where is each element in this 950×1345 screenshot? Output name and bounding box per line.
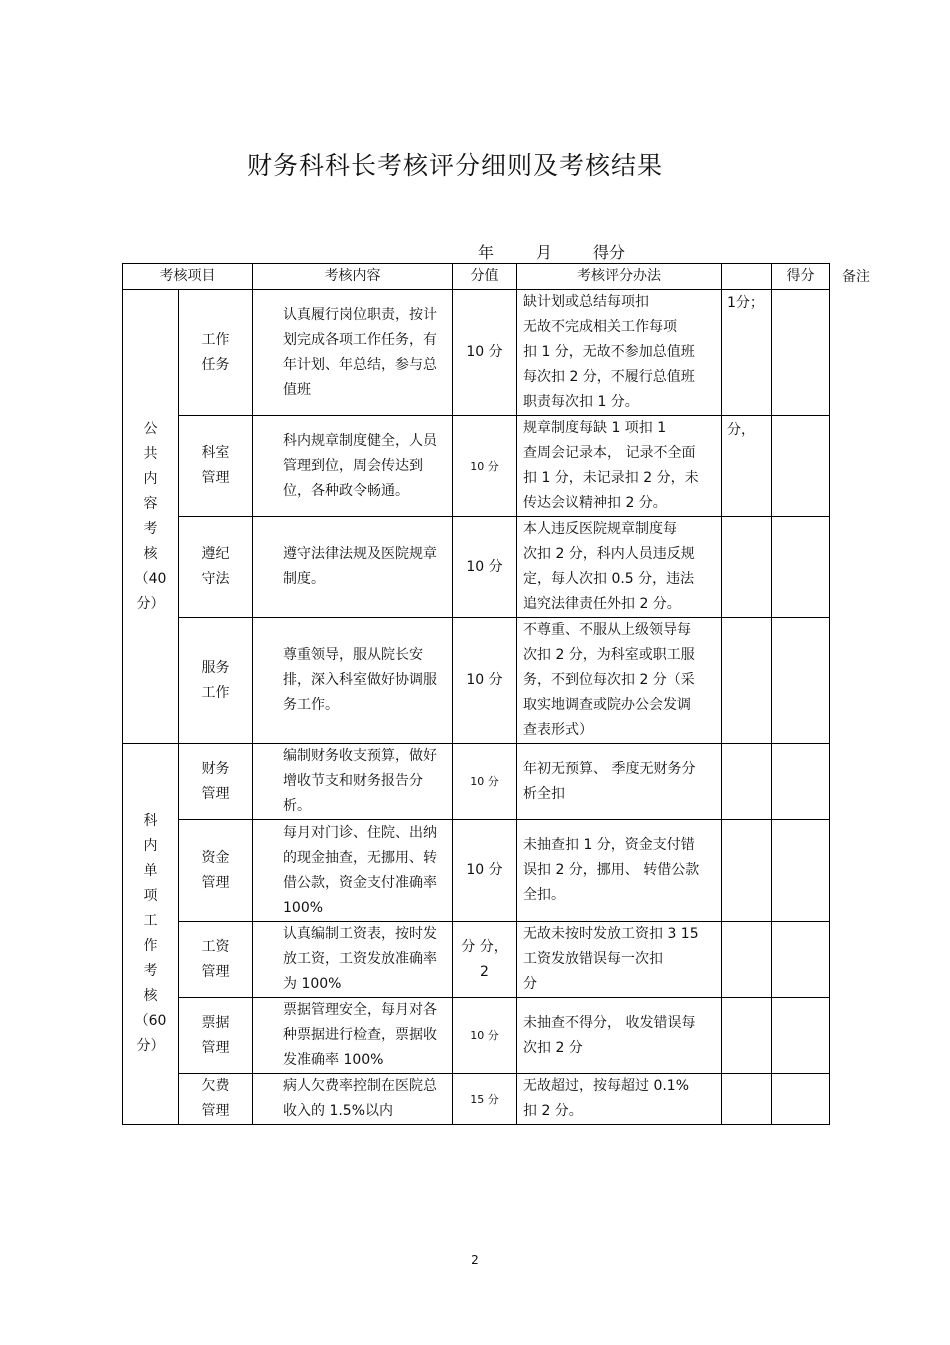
method-cell: 无故未按时发放工资扣 3 15 工资发放错误每一次扣 分 [517, 922, 722, 998]
content-cell: 每月对门诊、住院、出纳的现金抽查，无挪用、转借公款，资金支付准确率 100% [253, 820, 453, 922]
item-cell [179, 1074, 253, 1125]
header-item: 考核项目 [123, 264, 253, 290]
table-row [123, 1074, 830, 1125]
item-name: 服务工作 [201, 659, 230, 701]
value-cell: 分 分， 2 [453, 922, 517, 998]
header-note: 备注 [842, 269, 870, 285]
item-cell [179, 744, 253, 820]
item-name: 资金管理 [201, 849, 230, 891]
item-name: 遵纪守法 [201, 546, 230, 587]
value-cell: 15 分 [453, 1074, 517, 1125]
side-note-b: 分， [727, 422, 755, 438]
score-cell [772, 922, 830, 998]
table-row [123, 517, 830, 618]
item-cell [179, 998, 253, 1074]
side-note-a: 1分； [727, 295, 764, 311]
date-score-label: 得分 [593, 243, 626, 262]
blank-cell [722, 820, 772, 922]
content-cell: 尊重领导，服从院长安排，深入科室做好协调服务工作。 [253, 618, 453, 744]
table-body [123, 290, 830, 1125]
value-cell: 10 分 [453, 744, 517, 820]
score-cell [772, 416, 830, 517]
blank-cell [722, 998, 772, 1074]
blank-cell [722, 744, 772, 820]
score-cell [772, 618, 830, 744]
category-label: 科 内 单 项 工 作 考 核 （60 分） [123, 744, 179, 1125]
table-row [123, 998, 830, 1074]
assessment-table [122, 263, 830, 1125]
item-cell [179, 618, 253, 744]
blank-cell [722, 1074, 772, 1125]
table-row [123, 290, 830, 416]
method-cell: 规章制度每缺 1 项扣 1 查周会记录本， 记录不全面 扣 1 分，未记录扣 2 分，未 传达会议精神扣 2 分。 [517, 416, 722, 517]
item-cell [179, 922, 253, 998]
value-cell: 10 分 [453, 618, 517, 744]
table-row [123, 922, 830, 998]
score-cell [772, 1074, 830, 1125]
item-name: 欠费管理 [201, 1078, 230, 1119]
table-row [123, 416, 830, 517]
item-cell [179, 820, 253, 922]
item-name: 科室管理 [201, 445, 230, 486]
header-row [123, 264, 830, 290]
value-cell: 10 分 [453, 290, 517, 416]
category-label: 公 共 内 容 考 核 （40 分） [123, 290, 179, 744]
score-cell [772, 290, 830, 416]
method-cell: 不尊重、不服从上级领导每 次扣 2 分，为科室或职工服 务，不到位每次扣 2 分（采 取实地调查或院办公会发调 查表形式） [517, 618, 722, 744]
item-cell [179, 517, 253, 618]
header-content: 考核内容 [253, 264, 453, 290]
method-cell: 年初无预算、 季度无财务分 析全扣 [517, 744, 722, 820]
header-blank [722, 264, 772, 290]
table-row [123, 618, 830, 744]
item-name: 财务管理 [201, 760, 230, 802]
blank-cell [722, 618, 772, 744]
method-cell: 未抽查不得分， 收发错误每 次扣 2 分 [517, 998, 722, 1074]
blank-cell [722, 517, 772, 618]
method-cell: 无故超过，按每超过 0.1% 扣 2 分。 [517, 1074, 722, 1125]
content-cell: 病人欠费率控制在医院总收入的 1.5%以内 [253, 1074, 453, 1125]
item-name: 工资管理 [201, 938, 230, 980]
content-cell: 认真履行岗位职责，按计划完成各项工作任务，有年计划、年总结，参与总值班 [253, 290, 453, 416]
content-cell: 编制财务收支预算，做好增收节支和财务报告分析。 [253, 744, 453, 820]
score-cell [772, 744, 830, 820]
value-cell: 10 分 [453, 517, 517, 618]
date-year-label: 年 [478, 243, 495, 262]
table-row [123, 820, 830, 922]
score-cell [772, 517, 830, 618]
date-month-label: 月 [536, 243, 553, 262]
item-cell [179, 290, 253, 416]
header-value: 分值 [453, 264, 517, 290]
method-cell: 未抽查扣 1 分，资金支付错 误扣 2 分，挪用、 转借公款 全扣。 [517, 820, 722, 922]
content-cell: 科内规章制度健全，人员管理到位，周会传达到位，各种政令畅通。 [253, 416, 453, 517]
table-row [123, 744, 830, 820]
blank-cell [722, 922, 772, 998]
value-cell: 10 分 [453, 416, 517, 517]
content-cell: 票据管理安全，每月对各种票据进行检查，票据收发准确率 100% [253, 998, 453, 1074]
value-cell: 10 分 [453, 820, 517, 922]
content-cell: 遵守法律法规及医院规章制度。 [253, 517, 453, 618]
item-cell [179, 416, 253, 517]
value-cell: 10 分 [453, 998, 517, 1074]
document-title: 财务科科长考核评分细则及考核结果 [246, 151, 663, 180]
method-cell: 本人违反医院规章制度每 次扣 2 分，科内人员违反规 定，每人次扣 0.5 分，违法 追究法律责任外扣 2 分。 [517, 517, 722, 618]
header-score: 得分 [772, 264, 830, 290]
item-name: 票据管理 [201, 1014, 230, 1056]
item-name: 工作任务 [201, 331, 230, 373]
header-method: 考核评分办法 [517, 264, 722, 290]
content-cell: 认真编制工资表，按时发放工资，工资发放准确率为 100% [253, 922, 453, 998]
method-cell: 缺计划或总结每项扣 无故不完成相关工作每项 扣 1 分，无故不参加总值班 每次扣 2 分，不履行总值班 职责每次扣 1 分。 [517, 290, 722, 416]
score-cell [772, 820, 830, 922]
score-cell [772, 998, 830, 1074]
page-number: 2 [471, 1253, 479, 1267]
